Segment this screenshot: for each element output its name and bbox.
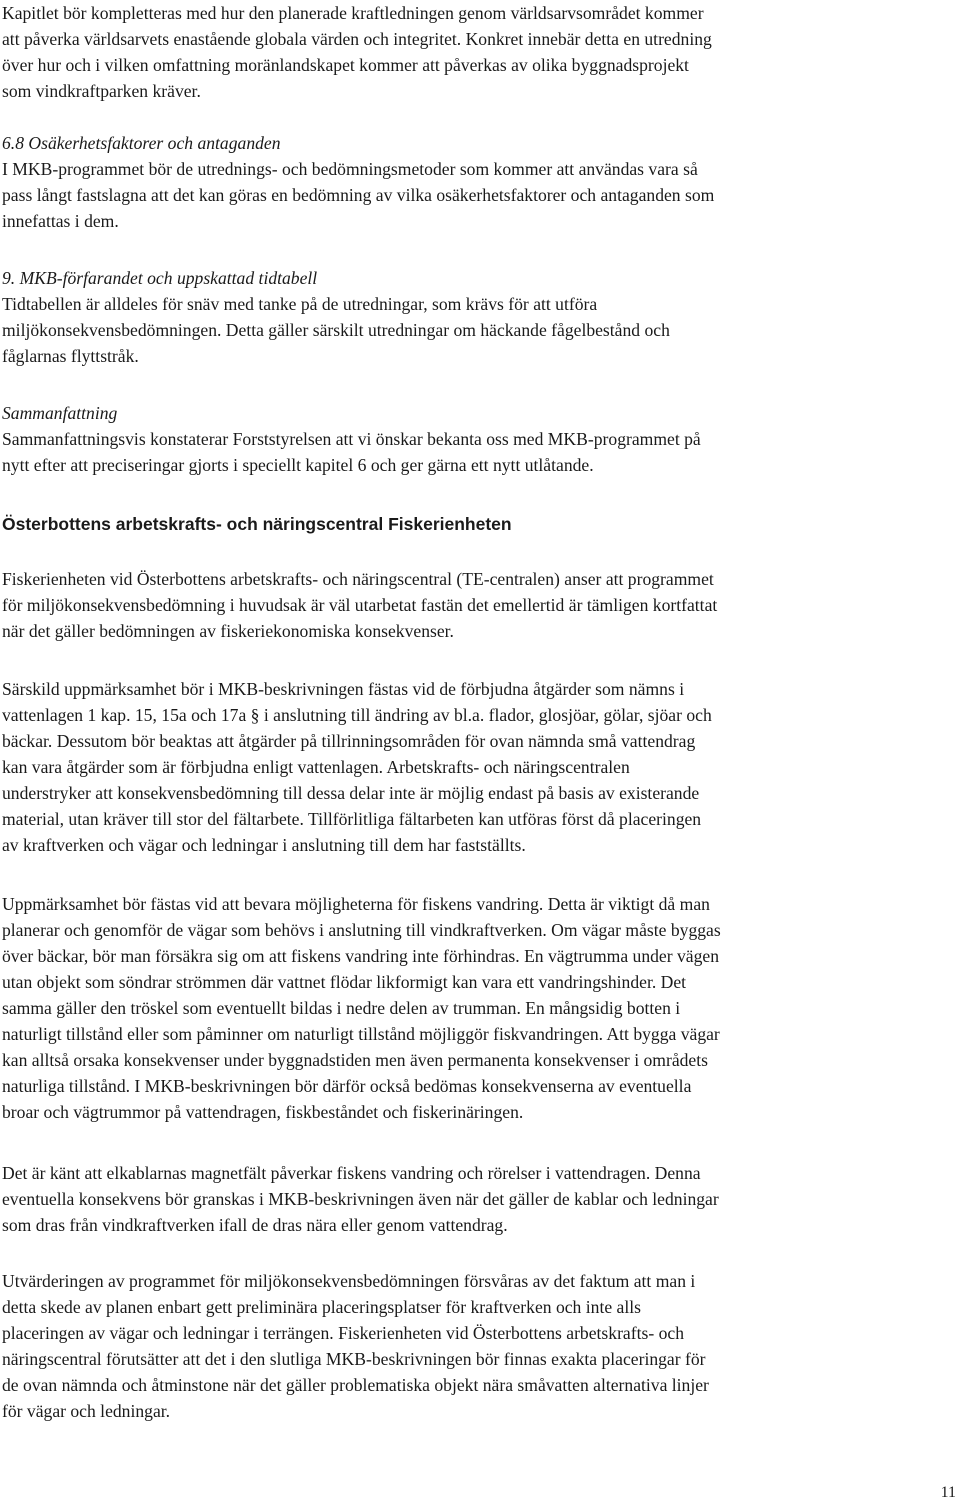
- text-line: pass långt fastslagna att det kan göras en bedömning av vilka osäkerhetsfaktorer och antaganden som: [2, 185, 715, 205]
- section-9: [2, 265, 954, 369]
- text-line: när det gäller bedömningen av fiskeriekonomiska konsekvenser.: [2, 621, 454, 641]
- text-line: vattenlagen 1 kap. 15, 15a och 17a § i anslutning till ändring av bl.a. flador, glosjöar, gölar, sjöar och: [2, 705, 712, 725]
- section-heading: 9. MKB-förfarandet och uppskattad tidtabell: [2, 268, 318, 288]
- text-line: broar och vägtrummor på vattendragen, fiskbeståndet och fiskerinäringen.: [2, 1102, 524, 1122]
- fisheries-paragraph-3: [2, 891, 954, 1125]
- text-line: Utvärderingen av programmet för miljökonsekvensbedömningen försvåras av det faktum att man i: [2, 1271, 696, 1291]
- text-line: detta skede av planen enbart gett preliminära placeringsplatser för kraftverken och inte alls: [2, 1297, 641, 1317]
- text-line: Det är känt att elkablarnas magnetfält påverkar fiskens vandring och rörelser i vattendragen. Denna: [2, 1163, 701, 1183]
- text-line: för vägar och ledningar.: [2, 1401, 171, 1421]
- text-line: placeringen av vägar och ledningar i terrängen. Fiskerienheten vid Österbottens arbetskrafts- och: [2, 1323, 684, 1343]
- text-line: samma gäller den tröskel som eventuellt bildas i nedre delen av trumman. En mångsidig botten i: [2, 998, 681, 1018]
- text-line: kan alltså orsaka konsekvenser under byggnadstiden men även permanenta konsekvenser i områdets: [2, 1050, 708, 1070]
- text-line: Kapitlet bör kompletteras med hur den planerade kraftledningen genom världsarvsområdet kommer: [2, 3, 704, 23]
- text-line: naturliga tillstånd. I MKB-beskrivningen bör därför också bedömas konsekvenserna av eventuella: [2, 1076, 692, 1096]
- organization-heading: Österbottens arbetskrafts- och näringscentral Fiskerienheten: [2, 514, 512, 534]
- text-line: som vindkraftparken kräver.: [2, 81, 201, 101]
- text-line: innefattas i dem.: [2, 211, 119, 231]
- text-line: bäckar. Dessutom bör beaktas att åtgärder på tillrinningsområden för ovan nämnda små vattendrag: [2, 731, 696, 751]
- text-line: att påverka världsarvets enastående globala värden och integritet. Konkret innebär detta en utredning: [2, 29, 712, 49]
- text-line: I MKB-programmet bör de utrednings- och bedömningsmetoder som kommer att användas vara så: [2, 159, 698, 179]
- text-line: Fiskerienheten vid Österbottens arbetskrafts- och näringscentral (TE-centralen) anser att programmet: [2, 569, 714, 589]
- text-line: Uppmärksamhet bör fästas vid att bevara möjligheterna för fiskens vandring. Detta är viktigt då man: [2, 894, 710, 914]
- text-line: miljökonsekvensbedömningen. Detta gäller särskilt utredningar om häckande fågelbestånd och: [2, 320, 670, 340]
- text-line: utan objekt som söndrar strömmen där vattnet flödar likformigt kan vara ett vandringshinder. Det: [2, 972, 687, 992]
- text-line: fåglarnas flyttstråk.: [2, 346, 139, 366]
- text-line: eventuella konsekvens bör granskas i MKB-beskrivningen även när det gäller de kablar och ledningar: [2, 1189, 719, 1209]
- text-line: material, utan kräver till stor del fältarbete. Tillförlitliga fältarbeten kan utföras först då placeringen: [2, 809, 702, 829]
- text-line: Särskild uppmärksamhet bör i MKB-beskrivningen fästas vid de förbjudna åtgärder som nämns i: [2, 679, 685, 699]
- fisheries-paragraph-1: [2, 566, 954, 644]
- text-line: understryker att konsekvensbedömning till dessa delar inte är möjlig endast på basis av existerande: [2, 783, 700, 803]
- text-line: naturligt tillstånd eller som påminner om naturligt tillstånd möjliggör fiskvandringen. Att bygga vägar: [2, 1024, 720, 1044]
- summary-section: [2, 400, 954, 478]
- text-line: av kraftverken och vägar och ledningar i anslutning till dem har fastställts.: [2, 835, 526, 855]
- page-number: 11: [940, 1484, 956, 1501]
- section-6-8: [2, 130, 954, 234]
- text-line: som dras från vindkraftverken ifall de dras nära eller genom vattendrag.: [2, 1215, 508, 1235]
- text-line: över bäckar, bör man försäkra sig om att fiskens vandring inte förhindras. En vägtrumma under vägen: [2, 946, 719, 966]
- text-line: Tidtabellen är alldeles för snäv med tanke på de utredningar, som krävs för att utföra: [2, 294, 598, 314]
- text-line: kan vara åtgärder som är förbjudna enligt vattenlagen. Arbetskrafts- och näringscentralen: [2, 757, 630, 777]
- text-line: över hur och i vilken omfattning moränlandskapet kommer att påverkas av olika byggnadsprojekt: [2, 55, 689, 75]
- fisheries-heading-block: [2, 511, 954, 537]
- text-line: Sammanfattningsvis konstaterar Forststyrelsen att vi önskar bekanta oss med MKB-programmet på: [2, 429, 701, 449]
- fisheries-paragraph-4: [2, 1160, 954, 1238]
- text-line: planerar och genomför de vägar som behövs i anslutning till vindkraftverken. Om vägar måste byggas: [2, 920, 721, 940]
- text-line: näringscentral förutsätter att det i den slutliga MKB-beskrivningen bör finnas exakta placeringar för: [2, 1349, 706, 1369]
- section-heading: Sammanfattning: [2, 403, 118, 423]
- section-heading: 6.8 Osäkerhetsfaktorer och antaganden: [2, 133, 281, 153]
- text-line: de ovan nämnda och åtminstone när det gäller problematiska objekt nära småvatten alternativa linjer: [2, 1375, 709, 1395]
- intro-paragraph: [2, 0, 954, 104]
- fisheries-paragraph-2: [2, 676, 954, 858]
- text-line: för miljökonsekvensbedömning i huvudsak är väl utarbetat fastän det emellertid är tämligen kortfattat: [2, 595, 718, 615]
- text-line: nytt efter att preciseringar gjorts i speciellt kapitel 6 och ger gärna ett nytt utlåtande.: [2, 455, 594, 475]
- fisheries-paragraph-5: [2, 1268, 954, 1424]
